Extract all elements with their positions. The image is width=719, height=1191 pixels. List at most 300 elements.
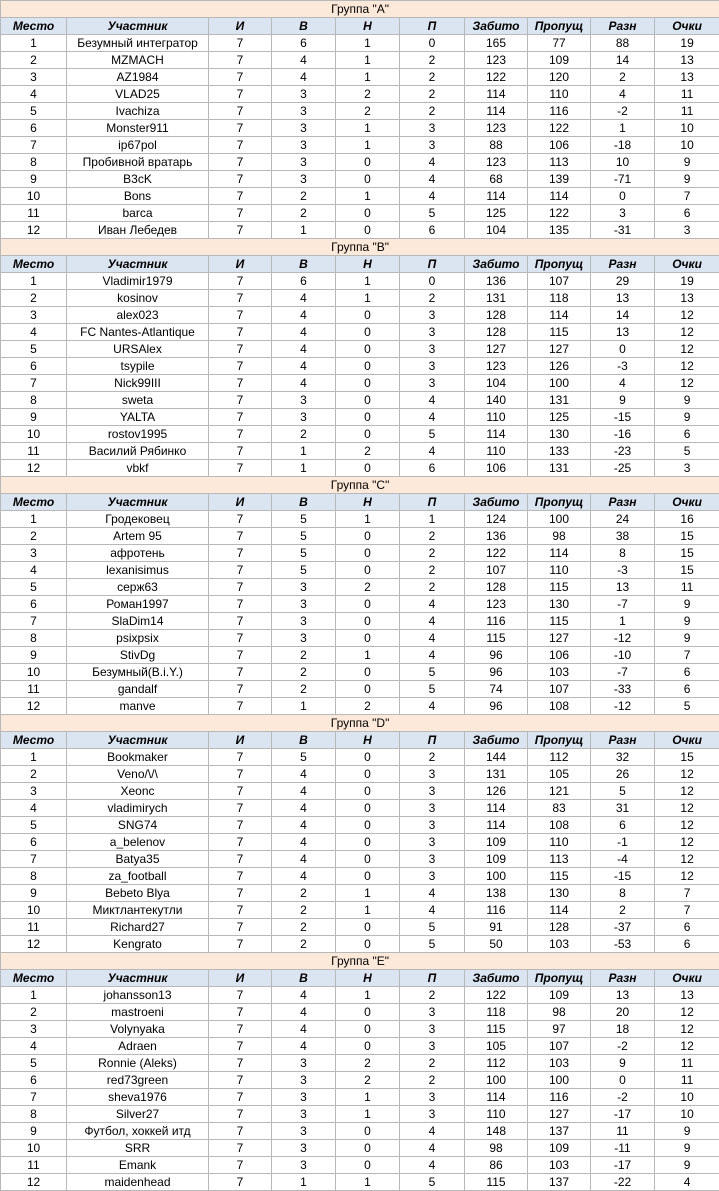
cell-place: 4 [1,1038,67,1055]
cell-wins: 3 [272,1123,336,1140]
cell-played: 7 [209,426,272,443]
cell-participant: Роман1997 [67,596,209,613]
header-participant: Участник [67,732,209,749]
table-row [1,307,719,324]
cell-scored: 104 [465,222,528,239]
cell-conceded: 116 [528,1089,591,1106]
table-row [1,1123,719,1140]
cell-losses: 2 [400,1055,465,1072]
cell-points: 3 [655,460,719,477]
cell-points: 6 [655,936,719,953]
cell-points: 15 [655,528,719,545]
cell-wins: 4 [272,868,336,885]
cell-losses: 4 [400,647,465,664]
cell-conceded: 115 [528,613,591,630]
cell-wins: 3 [272,137,336,154]
cell-conceded: 114 [528,188,591,205]
cell-scored: 68 [465,171,528,188]
cell-place: 2 [1,290,67,307]
table-row [1,766,719,783]
header-losses: П [400,256,465,273]
cell-conceded: 128 [528,919,591,936]
cell-draws: 2 [336,579,400,596]
cell-played: 7 [209,800,272,817]
cell-scored: 131 [465,766,528,783]
cell-losses: 3 [400,834,465,851]
cell-points: 6 [655,681,719,698]
cell-diff: 4 [591,375,655,392]
cell-points: 6 [655,664,719,681]
table-row [1,596,719,613]
table-row [1,919,719,936]
cell-diff: -22 [591,1174,655,1191]
cell-draws: 1 [336,290,400,307]
cell-wins: 3 [272,1157,336,1174]
cell-wins: 3 [272,409,336,426]
cell-played: 7 [209,511,272,528]
cell-points: 10 [655,137,719,154]
cell-participant: Гродековец [67,511,209,528]
cell-losses: 2 [400,545,465,562]
cell-losses: 2 [400,1072,465,1089]
cell-conceded: 103 [528,936,591,953]
cell-conceded: 131 [528,460,591,477]
cell-losses: 3 [400,800,465,817]
cell-scored: 140 [465,392,528,409]
header-diff: Разн [591,18,655,35]
cell-scored: 128 [465,579,528,596]
group-title: Группа "A" [1,1,719,18]
header-draws: Н [336,970,400,987]
cell-scored: 105 [465,1038,528,1055]
cell-draws: 0 [336,341,400,358]
cell-draws: 1 [336,137,400,154]
cell-played: 7 [209,120,272,137]
cell-diff: -37 [591,919,655,936]
cell-place: 8 [1,154,67,171]
cell-played: 7 [209,171,272,188]
cell-place: 11 [1,205,67,222]
cell-played: 7 [209,137,272,154]
cell-wins: 5 [272,562,336,579]
header-participant: Участник [67,256,209,273]
cell-wins: 4 [272,834,336,851]
group-title: Группа "B" [1,239,719,256]
header-losses: П [400,732,465,749]
cell-draws: 0 [336,307,400,324]
cell-diff: -3 [591,358,655,375]
cell-participant: Nick99III [67,375,209,392]
cell-wins: 4 [272,800,336,817]
cell-losses: 5 [400,426,465,443]
cell-participant: SRR [67,1140,209,1157]
header-points: Очки [655,732,719,749]
cell-points: 12 [655,766,719,783]
cell-wins: 3 [272,154,336,171]
cell-conceded: 106 [528,647,591,664]
cell-participant: Иван Лебедев [67,222,209,239]
cell-draws: 1 [336,52,400,69]
header-row [1,256,719,273]
cell-losses: 3 [400,1021,465,1038]
cell-played: 7 [209,1004,272,1021]
cell-played: 7 [209,188,272,205]
cell-played: 7 [209,358,272,375]
cell-wins: 6 [272,273,336,290]
cell-played: 7 [209,749,272,766]
cell-conceded: 125 [528,409,591,426]
cell-diff: 9 [591,1055,655,1072]
cell-conceded: 137 [528,1123,591,1140]
cell-place: 8 [1,630,67,647]
cell-place: 1 [1,511,67,528]
table-row [1,511,719,528]
cell-diff: 10 [591,154,655,171]
cell-scored: 131 [465,290,528,307]
cell-played: 7 [209,630,272,647]
table-row [1,1072,719,1089]
cell-conceded: 115 [528,868,591,885]
cell-participant: alex023 [67,307,209,324]
cell-scored: 118 [465,1004,528,1021]
cell-losses: 2 [400,579,465,596]
cell-scored: 104 [465,375,528,392]
cell-scored: 100 [465,868,528,885]
cell-conceded: 113 [528,154,591,171]
cell-place: 4 [1,562,67,579]
cell-losses: 5 [400,664,465,681]
cell-wins: 5 [272,528,336,545]
cell-points: 13 [655,69,719,86]
cell-losses: 3 [400,358,465,375]
cell-diff: 11 [591,1123,655,1140]
cell-draws: 0 [336,545,400,562]
cell-place: 7 [1,613,67,630]
cell-played: 7 [209,1123,272,1140]
cell-draws: 0 [336,613,400,630]
cell-losses: 4 [400,171,465,188]
cell-losses: 2 [400,86,465,103]
cell-scored: 128 [465,307,528,324]
header-place: Место [1,256,67,273]
cell-losses: 3 [400,783,465,800]
cell-participant: mastroeni [67,1004,209,1021]
cell-diff: -25 [591,460,655,477]
cell-points: 12 [655,834,719,851]
cell-scored: 116 [465,902,528,919]
cell-wins: 2 [272,936,336,953]
header-diff: Разн [591,732,655,749]
cell-scored: 127 [465,341,528,358]
cell-conceded: 109 [528,1140,591,1157]
cell-diff: 8 [591,545,655,562]
header-place: Место [1,18,67,35]
table-row [1,1021,719,1038]
cell-losses: 4 [400,1140,465,1157]
cell-diff: 26 [591,766,655,783]
cell-place: 12 [1,936,67,953]
cell-diff: -15 [591,868,655,885]
cell-played: 7 [209,817,272,834]
table-row [1,324,719,341]
table-row [1,1174,719,1191]
cell-points: 7 [655,647,719,664]
cell-points: 13 [655,52,719,69]
cell-played: 7 [209,1089,272,1106]
cell-draws: 1 [336,1174,400,1191]
cell-diff: 2 [591,69,655,86]
cell-points: 9 [655,596,719,613]
cell-diff: -33 [591,681,655,698]
cell-draws: 2 [336,1072,400,1089]
table-row [1,35,719,52]
cell-conceded: 97 [528,1021,591,1038]
cell-losses: 5 [400,205,465,222]
cell-draws: 0 [336,766,400,783]
cell-points: 19 [655,35,719,52]
cell-participant: rostov1995 [67,426,209,443]
cell-scored: 88 [465,137,528,154]
cell-wins: 4 [272,1021,336,1038]
cell-losses: 2 [400,987,465,1004]
cell-played: 7 [209,596,272,613]
cell-points: 11 [655,86,719,103]
header-points: Очки [655,494,719,511]
cell-scored: 86 [465,1157,528,1174]
cell-conceded: 108 [528,698,591,715]
cell-place: 6 [1,596,67,613]
cell-losses: 2 [400,69,465,86]
cell-losses: 3 [400,120,465,137]
cell-wins: 3 [272,120,336,137]
cell-place: 6 [1,120,67,137]
cell-draws: 1 [336,188,400,205]
cell-wins: 3 [272,86,336,103]
cell-losses: 3 [400,341,465,358]
cell-points: 7 [655,902,719,919]
cell-participant: StivDg [67,647,209,664]
cell-losses: 2 [400,749,465,766]
cell-conceded: 107 [528,273,591,290]
cell-conceded: 98 [528,528,591,545]
cell-participant: афротень [67,545,209,562]
cell-diff: -1 [591,834,655,851]
header-conceded: Пропущ [528,18,591,35]
table-row [1,681,719,698]
cell-points: 6 [655,919,719,936]
cell-place: 6 [1,834,67,851]
cell-scored: 96 [465,647,528,664]
cell-losses: 3 [400,817,465,834]
cell-place: 3 [1,1021,67,1038]
table-row [1,205,719,222]
cell-conceded: 133 [528,443,591,460]
table-row [1,171,719,188]
cell-diff: 5 [591,783,655,800]
cell-diff: 20 [591,1004,655,1021]
cell-draws: 1 [336,647,400,664]
cell-played: 7 [209,664,272,681]
table-row [1,358,719,375]
header-draws: Н [336,732,400,749]
header-diff: Разн [591,256,655,273]
cell-participant: vbkf [67,460,209,477]
cell-diff: -15 [591,409,655,426]
cell-draws: 2 [336,1055,400,1072]
cell-losses: 4 [400,443,465,460]
cell-draws: 0 [336,868,400,885]
cell-scored: 114 [465,1089,528,1106]
table-row [1,902,719,919]
table-row [1,120,719,137]
table-row [1,647,719,664]
cell-wins: 3 [272,392,336,409]
cell-draws: 1 [336,1106,400,1123]
table-row [1,460,719,477]
cell-points: 16 [655,511,719,528]
table-row [1,1004,719,1021]
table-row [1,885,719,902]
cell-played: 7 [209,52,272,69]
cell-wins: 1 [272,698,336,715]
cell-losses: 3 [400,324,465,341]
cell-points: 4 [655,1174,719,1191]
cell-draws: 1 [336,902,400,919]
cell-points: 19 [655,273,719,290]
cell-place: 3 [1,783,67,800]
header-place: Место [1,494,67,511]
cell-participant: Миктлантекутли [67,902,209,919]
cell-losses: 4 [400,392,465,409]
cell-scored: 114 [465,86,528,103]
table-row [1,528,719,545]
cell-played: 7 [209,902,272,919]
cell-losses: 4 [400,902,465,919]
cell-points: 9 [655,1157,719,1174]
cell-wins: 4 [272,987,336,1004]
cell-wins: 2 [272,205,336,222]
cell-played: 7 [209,1038,272,1055]
cell-place: 6 [1,1072,67,1089]
cell-losses: 1 [400,511,465,528]
cell-draws: 0 [336,936,400,953]
table-row [1,52,719,69]
cell-played: 7 [209,1021,272,1038]
cell-participant: AZ1984 [67,69,209,86]
group-title: Группа "C" [1,477,719,494]
table-row [1,613,719,630]
cell-wins: 4 [272,307,336,324]
group-title-row [1,953,719,970]
cell-participant: Безумный интегратор [67,35,209,52]
cell-participant: Василий Рябинко [67,443,209,460]
cell-conceded: 106 [528,137,591,154]
table-row [1,375,719,392]
cell-diff: 13 [591,987,655,1004]
cell-diff: 6 [591,817,655,834]
cell-diff: 24 [591,511,655,528]
cell-diff: 32 [591,749,655,766]
cell-wins: 4 [272,1038,336,1055]
cell-wins: 4 [272,766,336,783]
cell-place: 10 [1,1140,67,1157]
cell-points: 9 [655,1123,719,1140]
cell-played: 7 [209,205,272,222]
cell-place: 9 [1,885,67,902]
cell-points: 9 [655,171,719,188]
header-losses: П [400,970,465,987]
cell-conceded: 122 [528,120,591,137]
cell-scored: 110 [465,443,528,460]
cell-conceded: 83 [528,800,591,817]
cell-participant: manve [67,698,209,715]
header-wins: В [272,970,336,987]
cell-points: 10 [655,1106,719,1123]
cell-played: 7 [209,919,272,936]
cell-draws: 0 [336,783,400,800]
table-row [1,154,719,171]
cell-draws: 0 [336,205,400,222]
cell-wins: 1 [272,1174,336,1191]
cell-place: 2 [1,52,67,69]
cell-played: 7 [209,460,272,477]
cell-conceded: 103 [528,664,591,681]
cell-wins: 5 [272,511,336,528]
cell-played: 7 [209,154,272,171]
cell-conceded: 110 [528,834,591,851]
cell-played: 7 [209,35,272,52]
cell-played: 7 [209,681,272,698]
cell-losses: 2 [400,528,465,545]
cell-wins: 4 [272,851,336,868]
cell-played: 7 [209,103,272,120]
header-row [1,18,719,35]
cell-scored: 128 [465,324,528,341]
cell-place: 1 [1,987,67,1004]
header-losses: П [400,18,465,35]
cell-place: 9 [1,409,67,426]
table-row [1,834,719,851]
cell-losses: 5 [400,919,465,936]
cell-diff: 29 [591,273,655,290]
cell-points: 12 [655,800,719,817]
cell-participant: Ronnie (Aleks) [67,1055,209,1072]
cell-points: 13 [655,987,719,1004]
cell-participant: Bebeto Blya [67,885,209,902]
cell-draws: 0 [336,1021,400,1038]
cell-participant: Футбол, хоккей итд [67,1123,209,1140]
cell-participant: Ivachiza [67,103,209,120]
cell-place: 2 [1,766,67,783]
cell-losses: 4 [400,885,465,902]
cell-points: 12 [655,868,719,885]
cell-played: 7 [209,290,272,307]
cell-scored: 107 [465,562,528,579]
cell-losses: 4 [400,1157,465,1174]
cell-losses: 3 [400,1089,465,1106]
header-played: И [209,256,272,273]
cell-diff: -18 [591,137,655,154]
cell-diff: -3 [591,562,655,579]
header-wins: В [272,494,336,511]
cell-participant: barca [67,205,209,222]
cell-place: 10 [1,664,67,681]
cell-points: 13 [655,290,719,307]
table-row [1,783,719,800]
cell-participant: a_belenov [67,834,209,851]
cell-wins: 3 [272,103,336,120]
cell-participant: za_football [67,868,209,885]
